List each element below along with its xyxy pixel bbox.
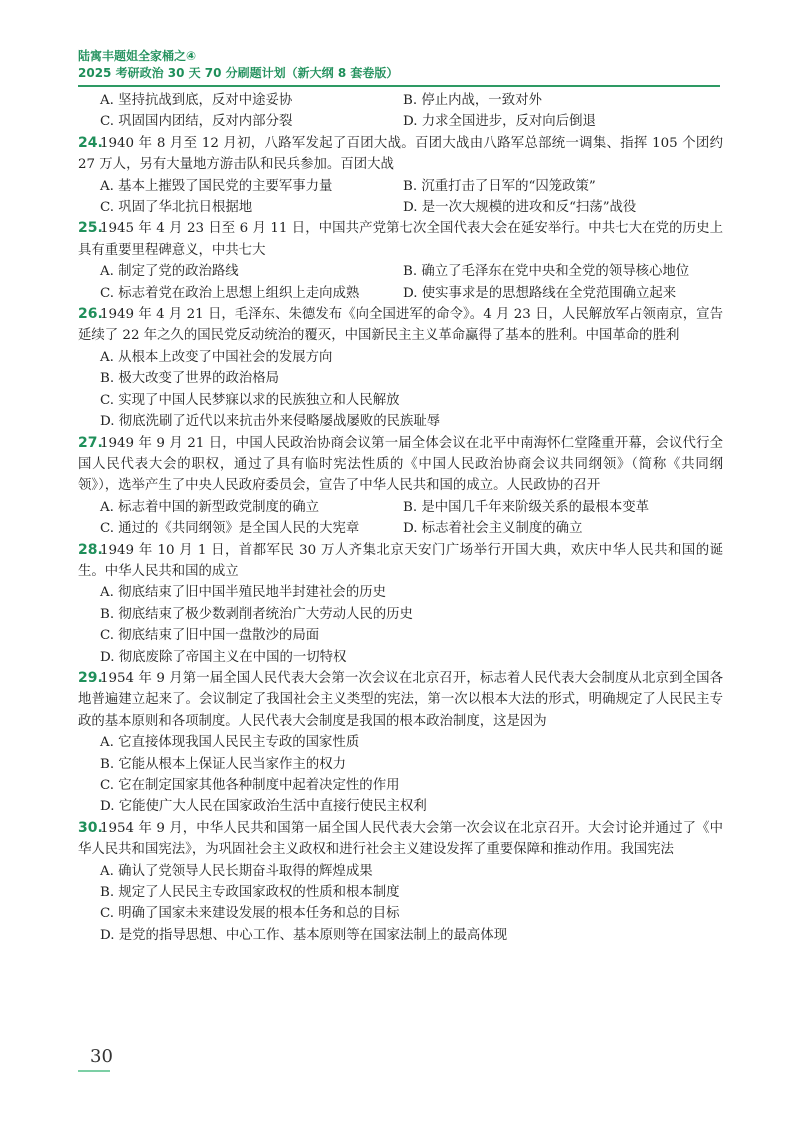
question-options bbox=[78, 347, 723, 433]
question-number: 27. bbox=[78, 434, 103, 451]
option-d: D. 力求全国进步，反对向后倒退 bbox=[403, 114, 596, 130]
question-text: 1954 年 9 月第一届全国人民代表大会第一次会议在北京召开，标志着人民代表大会制度从北京到全国各地普遍建立起来了。会议制定了我国社会主义类型的宪法，第一次以根本大法的形式，明确规定了人民民主专政的基本原则和各项制度。人民代表大会制度是我国的根本政治制度，这是因为 bbox=[78, 670, 723, 729]
question-26 bbox=[78, 304, 723, 432]
option-c: C. 通过的《共同纲领》是全国人民的大宪章 bbox=[100, 521, 360, 537]
option-a: A. 它直接体现我国人民民主专政的国家性质 bbox=[100, 735, 360, 751]
page-header bbox=[78, 48, 718, 81]
question-30 bbox=[78, 818, 723, 946]
option-a: A. 坚持抗战到底，反对中途妥协 bbox=[100, 93, 293, 108]
option-c: C. 巩固了华北抗日根据地 bbox=[100, 200, 253, 216]
question-28 bbox=[78, 540, 723, 668]
option-d: D. 使实事求是的思想路线在全党范围确立起来 bbox=[403, 285, 677, 301]
option-b: B. 极大改变了世界的政治格局 bbox=[100, 371, 280, 387]
option-c: C. 巩固国内团结，反对内部分裂 bbox=[100, 114, 293, 130]
option-d: D. 是一次大规模的进攻和反“扫荡”战役 bbox=[403, 200, 637, 216]
question-text: 1949 年 4 月 21 日，毛泽东、朱德发布《向全国进军的命令》。4 月 23 日，人民解放军占领南京，宣告延续了 22 年之久的国民党反动统治的覆灭，中国新民主主义革命赢得了基本的胜利。中国革命的胜利 bbox=[78, 307, 723, 344]
question-options bbox=[78, 861, 723, 947]
option-d: D. 彻底废除了帝国主义在中国的一切特权 bbox=[100, 649, 347, 665]
header-divider bbox=[78, 85, 720, 87]
option-b: B. 它能从根本上保证人民当家作主的权力 bbox=[100, 756, 346, 772]
option-d: D. 是党的指导思想、中心工作、基本原则等在国家法制上的最高体现 bbox=[100, 927, 508, 943]
question-27 bbox=[78, 433, 723, 540]
question-text: 1949 年 9 月 21 日，中国人民政治协商会议第一届全体会议在北平中南海怀仁堂隆重开幕，会议代行全国人民代表大会的职权，通过了具有临时宪法性质的《中国人民政治协商会议共同纲领》（简称《共同纲领》），选举产生了中央人民政府委员会，宣告了中华人民共和国的成立。人民政协的召开 bbox=[78, 435, 723, 494]
question-options bbox=[78, 497, 723, 540]
page-number-underline bbox=[78, 1070, 110, 1072]
header-series-title: 陆寓丰题姐全家桶之④ bbox=[78, 49, 197, 63]
question-text: 1954 年 9 月，中华人民共和国第一届全国人民代表大会第一次会议在北京召开。大会讨论并通过了《中华人民共和国宪法》，为巩固社会主义政权和进行社会主义建设发挥了重要保障和推动作用。我国宪法 bbox=[78, 820, 723, 858]
page-number: 30 bbox=[90, 1046, 113, 1067]
option-d: D. 标志着社会主义制度的确立 bbox=[403, 521, 583, 537]
question-stem bbox=[78, 133, 723, 176]
question-stem bbox=[78, 304, 723, 347]
question-24 bbox=[78, 133, 723, 219]
question-list bbox=[78, 90, 723, 946]
question-stem bbox=[78, 433, 723, 497]
question-options bbox=[78, 732, 723, 818]
option-a: A. 确认了党领导人民长期奋斗取得的辉煌成果 bbox=[100, 863, 373, 879]
option-b: B. 是中国几千年来阶级关系的最根本变革 bbox=[403, 499, 649, 515]
option-b: B. 确立了毛泽东在党中央和全党的领导核心地位 bbox=[403, 264, 690, 280]
option-a: A. 基本上摧毁了国民党的主要军事力量 bbox=[100, 178, 333, 194]
question-text: 1940 年 8 月至 12 月初，八路军发起了百团大战。百团大战由八路军总部统一调集、指挥 105 个团约 27 万人，另有大量地方游击队和民兵参加。百团大战 bbox=[78, 135, 723, 173]
question-number: 28. bbox=[78, 541, 103, 558]
option-d: D. 彻底洗刷了近代以来抗击外来侵略屡战屡败的民族耻辱 bbox=[100, 414, 441, 430]
question-number: 25. bbox=[78, 220, 103, 237]
question-29 bbox=[78, 668, 723, 818]
option-c: C. 标志着党在政治上思想上组织上走向成熟 bbox=[100, 285, 360, 301]
option-c: C. 明确了国家未来建设发展的根本任务和总的目标 bbox=[100, 906, 400, 922]
question-text: 1945 年 4 月 23 日至 6 月 11 日，中国共产党第七次全国代表大会在延安举行。中共七大在党的历史上具有重要里程碑意义，中共七大 bbox=[78, 221, 723, 258]
option-a: A. 从根本上改变了中国社会的发展方向 bbox=[100, 349, 333, 365]
header-book-title: 2025 考研政治 30 天 70 分刷题计划（新大纲 8 套卷版） bbox=[78, 66, 399, 80]
question-stem bbox=[78, 668, 723, 732]
question-number: 29. bbox=[78, 669, 103, 686]
option-c: C. 彻底结束了旧中国一盘散沙的局面 bbox=[100, 628, 320, 644]
option-b: B. 彻底结束了极少数剥削者统治广大劳动人民的历史 bbox=[100, 606, 413, 622]
question-25 bbox=[78, 218, 723, 304]
question-stem bbox=[78, 540, 723, 583]
question-text: 1949 年 10 月 1 日，首都军民 30 万人齐集北京天安门广场举行开国大典，欢庆中华人民共和国的诞生。中华人民共和国的成立 bbox=[78, 542, 723, 579]
question-stem bbox=[78, 218, 723, 261]
question-options bbox=[78, 176, 723, 219]
question-stem bbox=[78, 818, 723, 861]
option-a: A. 制定了党的政治路线 bbox=[100, 264, 239, 280]
q23-options bbox=[78, 90, 723, 133]
option-d: D. 它能使广大人民在国家政治生活中直接行使民主权利 bbox=[100, 799, 427, 815]
question-options bbox=[78, 582, 723, 668]
option-a: A. 标志着中国的新型政党制度的确立 bbox=[100, 499, 320, 515]
option-b: B. 沉重打击了日军的“囚笼政策” bbox=[403, 178, 596, 194]
question-number: 26. bbox=[78, 306, 103, 323]
option-b: B. 停止内战，一致对外 bbox=[403, 93, 542, 108]
option-a: A. 彻底结束了旧中国半殖民地半封建社会的历史 bbox=[100, 585, 386, 601]
option-c: C. 它在制定国家其他各种制度中起着决定性的作用 bbox=[100, 778, 400, 793]
question-number: 30. bbox=[78, 819, 103, 836]
question-number: 24. bbox=[78, 134, 103, 151]
option-b: B. 规定了人民民主专政国家政权的性质和根本制度 bbox=[100, 885, 400, 901]
option-c: C. 实现了中国人民梦寐以求的民族独立和人民解放 bbox=[100, 392, 400, 408]
question-options bbox=[78, 261, 723, 304]
